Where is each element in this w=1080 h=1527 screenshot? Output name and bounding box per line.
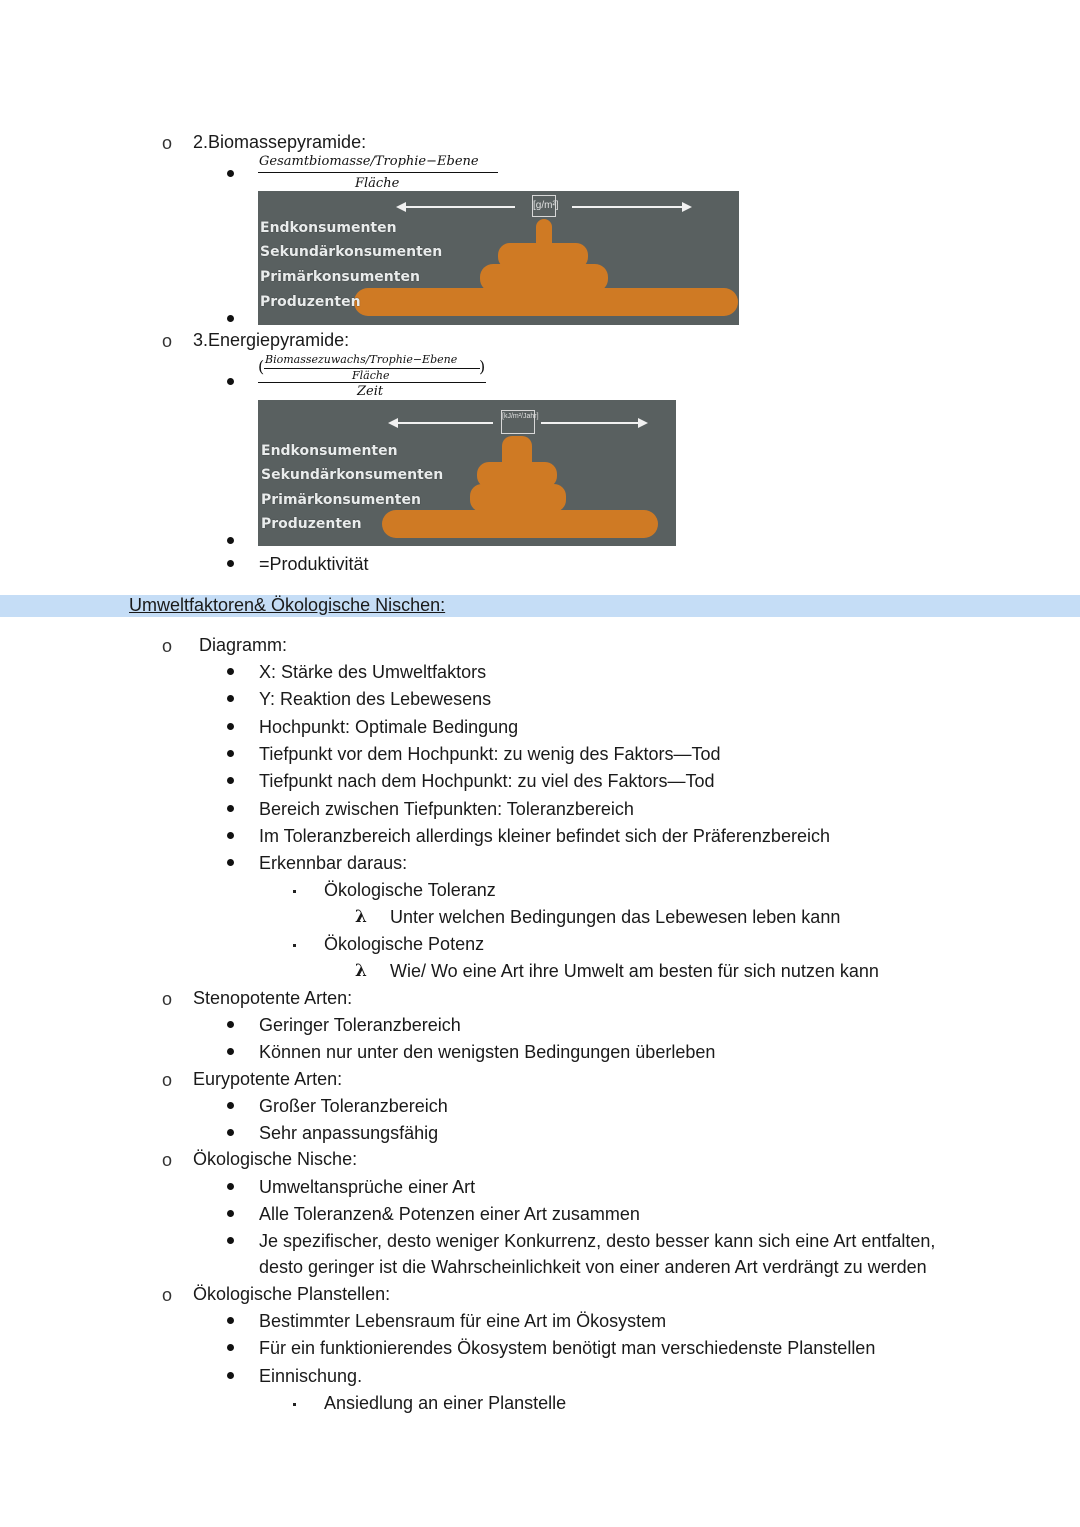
bullet-dot — [227, 695, 234, 702]
bullet-dot — [227, 1048, 234, 1055]
bullet-dot — [227, 668, 234, 675]
arrow-right-icon — [682, 202, 692, 212]
bullet-dot — [227, 1021, 234, 1028]
list-item: Tiefpunkt nach dem Hochpunkt: zu viel des Faktors—Tod — [259, 771, 715, 791]
list-marker-circle: o — [162, 331, 173, 351]
bullet-dot — [227, 1317, 234, 1324]
list-item: Hochpunkt: Optimale Bedingung — [259, 717, 519, 737]
list-marker-circle: o — [162, 133, 173, 153]
bullet-dot — [227, 723, 234, 730]
list-item: Bestimmter Lebensraum für eine Art im Ökosystem — [259, 1311, 667, 1331]
energy-formula-inner-denominator: Fläche — [352, 369, 390, 382]
bullet-dot — [227, 1372, 234, 1379]
energy-title: 3.Energiepyramide: — [193, 330, 350, 350]
pyramid-bar-produzenten — [354, 288, 738, 316]
biomass-pyramid-image — [258, 191, 739, 325]
bullet-dot — [227, 805, 234, 812]
level-label: Primärkonsumenten — [260, 269, 420, 285]
energy-formula-inner-numerator: Biomassezuwachs/Trophie−Ebene — [265, 353, 458, 366]
list-item: Können nur unter den wenigsten Bedingungen überleben — [259, 1042, 716, 1062]
sub-item: Ökologische Potenz — [324, 934, 485, 954]
level-label: Primärkonsumenten — [261, 492, 421, 508]
level-label: Produzenten — [261, 516, 362, 532]
bullet-dot — [227, 170, 234, 177]
list-marker-circle: o — [162, 1285, 173, 1305]
biomass-title: 2.Biomassepyramide: — [193, 132, 367, 152]
fraction-bar — [258, 382, 486, 383]
bullet-dot — [227, 777, 234, 784]
bullet-dot — [227, 1102, 234, 1109]
energy-pyramid-image — [258, 400, 676, 546]
eury-title: Eurypotente Arten: — [193, 1069, 343, 1089]
nische-title: Ökologische Nische: — [193, 1149, 358, 1169]
level-label: Endkonsumenten — [260, 220, 397, 236]
sub-item: Ansiedlung an einer Planstelle — [324, 1393, 567, 1413]
fraction-bar — [258, 172, 498, 173]
sub-bullet — [293, 944, 296, 947]
diagram-title: Diagramm: — [199, 635, 288, 655]
list-marker-circle: o — [162, 1070, 173, 1090]
bullet-dot — [227, 1344, 234, 1351]
bullet-dot — [227, 1129, 234, 1136]
biomass-formula-numerator: Gesamtbiomasse/Trophie−Ebene — [259, 154, 479, 169]
section-heading: Umweltfaktoren& Ökologische Nischen: — [129, 595, 446, 615]
bullet-dot — [227, 537, 234, 544]
list-marker-circle: o — [162, 1150, 173, 1170]
pyramid-bar-endkonsumenten — [536, 219, 552, 245]
bullet-dot — [227, 859, 234, 866]
bullet-dot — [227, 378, 234, 385]
list-item: Im Toleranzbereich allerdings kleiner befindet sich der Präferenzbereich — [259, 826, 830, 846]
list-item: X: Stärke des Umweltfaktors — [259, 662, 487, 682]
list-item: Bereich zwischen Tiefpunkten: Toleranzbereich — [259, 799, 634, 819]
bullet-dot — [227, 750, 234, 757]
pyramid-bar-primaerkonsumenten — [470, 484, 566, 512]
list-item: Alle Toleranzen& Potenzen einer Art zusammen — [259, 1204, 640, 1224]
list-item: Großer Toleranzbereich — [259, 1096, 448, 1116]
energy-formula-denominator: Zeit — [357, 384, 384, 399]
list-item: Einnischung. — [259, 1366, 363, 1386]
sub-item-detail: Wie/ Wo eine Art ihre Umwelt am besten für sich nutzen kann — [390, 961, 879, 981]
list-item-continuation: desto geringer ist die Wahrscheinlichkeit von einer anderen Art verdrängt zu werden — [259, 1257, 927, 1277]
list-item: Geringer Toleranzbereich — [259, 1015, 461, 1035]
sub-bullet — [293, 1403, 296, 1406]
planstellen-title: Ökologische Planstellen: — [193, 1284, 391, 1304]
list-item: Y: Reaktion des Lebewesens — [259, 689, 492, 709]
sub-item: Ökologische Toleranz — [324, 880, 496, 900]
sub-bullet — [293, 890, 296, 893]
steno-title: Stenopotente Arten: — [193, 988, 353, 1008]
list-item: Für ein funktionierendes Ökosystem benötigt man verschiedenste Planstellen — [259, 1338, 876, 1358]
lambda-marker: λ — [355, 961, 367, 981]
biomass-formula-denominator: Fläche — [355, 176, 400, 191]
bullet-dot — [227, 315, 234, 322]
bullet-dot — [227, 832, 234, 839]
list-marker-circle: o — [162, 636, 173, 656]
energy-note: =Produktivität — [259, 554, 369, 574]
unit-box: [kJ/m²/Jahr] — [501, 410, 535, 434]
bullet-dot — [227, 1210, 234, 1217]
pyramid-bar-produzenten — [382, 510, 658, 538]
list-item: Umweltansprüche einer Art — [259, 1177, 476, 1197]
lambda-marker: λ — [355, 907, 367, 927]
list-item: Je spezifischer, desto weniger Konkurrenz, desto besser kann sich eine Art entfalten, — [259, 1231, 936, 1251]
sub-item-detail: Unter welchen Bedingungen das Lebewesen leben kann — [390, 907, 841, 927]
level-label: Produzenten — [260, 294, 361, 310]
bullet-dot — [227, 560, 234, 567]
level-label: Sekundärkonsumenten — [261, 467, 444, 483]
arrow-right-icon — [638, 418, 648, 428]
unit-box: [g/m²] — [532, 195, 556, 217]
list-item: Sehr anpassungsfähig — [259, 1123, 439, 1143]
list-marker-circle: o — [162, 989, 173, 1009]
bullet-dot — [227, 1237, 234, 1244]
level-label: Sekundärkonsumenten — [260, 244, 443, 260]
list-item: Tiefpunkt vor dem Hochpunkt: zu wenig des Faktors—Tod — [259, 744, 721, 764]
list-item: Erkennbar daraus: — [259, 853, 408, 873]
level-label: Endkonsumenten — [261, 443, 398, 459]
bullet-dot — [227, 1183, 234, 1190]
